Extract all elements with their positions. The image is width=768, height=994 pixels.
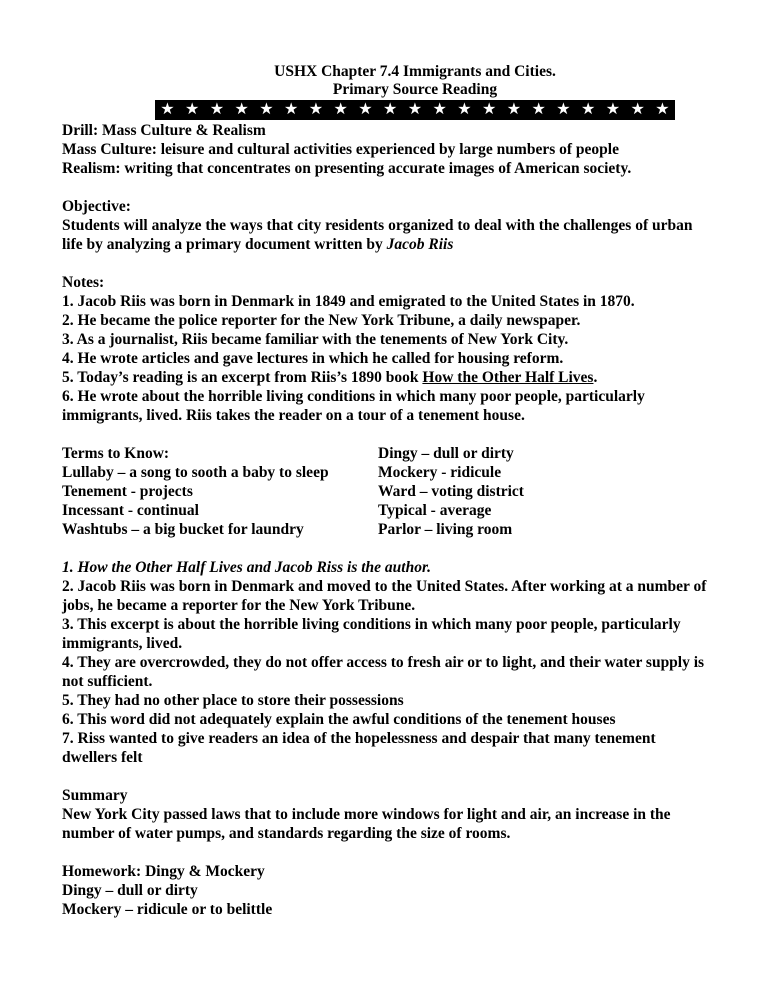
term-item: Washtubs – a big bucket for laundry — [62, 521, 304, 538]
star-icon: ★ — [259, 101, 274, 118]
star-icon: ★ — [432, 101, 447, 118]
notes-item-6: 6. He wrote about the horrible living conditions in which many poor people, particularly immigrants, lived. Riis takes the reader on a tour of a tenement house. — [62, 388, 645, 424]
term-item: Incessant - continual — [62, 502, 199, 519]
book-title: How the Other Half Lives — [422, 369, 594, 386]
star-icon: ★ — [580, 101, 596, 118]
term-item: Lullaby – a song to sooth a baby to sleep — [62, 464, 329, 481]
star-icon: ★ — [333, 101, 348, 118]
star-icon: ★ — [481, 101, 497, 118]
homework-line-dingy: Dingy – dull or dirty — [62, 882, 198, 899]
star-icon: ★ — [283, 101, 299, 118]
term-item: Tenement - projects — [62, 483, 193, 500]
notes-item-2: 2. He became the police reporter for the New York Tribune, a daily newspaper. — [62, 312, 581, 329]
notes-heading: Notes: — [62, 274, 105, 291]
drill-heading: Drill: Mass Culture & Realism — [62, 122, 266, 139]
answer-item-1: 1. How the Other Half Lives and Jacob Riss is the author. — [62, 559, 432, 576]
term-item: Mockery - ridicule — [378, 464, 502, 481]
answer-item-4: 4. They are overcrowded, they do not offer access to fresh air or to light, and their water supply is not sufficient. — [62, 654, 705, 690]
star-icon: ★ — [382, 101, 398, 118]
answer-item-5: 5. They had no other place to store their possessions — [62, 692, 404, 709]
drill-definition-mass-culture: Mass Culture: leisure and cultural activities experienced by large numbers of people — [62, 141, 619, 158]
term-item: Typical - average — [378, 502, 492, 519]
term-item: Dingy – dull or dirty — [378, 445, 514, 462]
notes-item-5: 5. Today’s reading is an excerpt from Riis’s 1890 book How the Other Half Lives. — [62, 369, 598, 386]
title-block — [122, 0, 708, 99]
objective-text: Students will analyze the ways that city residents organized to deal with the challenges of urban life by analyzing a primary document written by Jacob Riis — [62, 217, 693, 253]
star-icon: ★ — [234, 101, 249, 118]
star-icon: ★ — [655, 101, 670, 118]
notes-item-3: 3. As a journalist, Riis became familiar with the tenements of New York City. — [62, 331, 569, 348]
homework-heading: Homework: Dingy & Mockery — [62, 863, 265, 880]
star-divider-bar — [155, 100, 675, 120]
document-body — [62, 121, 708, 919]
term-item: Ward – voting district — [378, 483, 524, 500]
homework-line-mockery: Mockery – ridicule or to belittle — [62, 901, 273, 918]
star-icon: ★ — [160, 101, 175, 118]
document-subtitle: Primary Source Reading — [332, 81, 498, 98]
answer-item-3: 3. This excerpt is about the horrible living conditions in which many poor people, particularly immigrants, lived. — [62, 616, 681, 652]
terms-right-column — [378, 444, 678, 539]
star-icon: ★ — [630, 101, 645, 118]
star-icon: ★ — [605, 101, 621, 118]
answer-item-2: 2. Jacob Riis was born in Denmark and moved to the United States. After working at a number of jobs, he became a reporter for the New York Tribune. — [62, 578, 707, 614]
answer-item-6: 6. This word did not adequately explain the awful conditions of the tenement houses — [62, 711, 616, 728]
star-icon: ★ — [556, 101, 571, 118]
answer-item-7: 7. Riss wanted to give readers an idea of the hopelessness and despair that many tenement dwellers felt — [62, 730, 656, 766]
objective-heading: Objective: — [62, 198, 131, 215]
terms-to-know — [62, 444, 708, 539]
star-icon: ★ — [531, 101, 546, 118]
star-icon: ★ — [358, 101, 373, 118]
star-icon: ★ — [209, 101, 225, 118]
terms-left-column — [62, 444, 378, 539]
terms-heading: Terms to Know: — [62, 445, 170, 462]
notes-item-1: 1. Jacob Riis was born in Denmark in 1849 and emigrated to the United States in 1870. — [62, 293, 635, 310]
summary-text: New York City passed laws that to include more windows for light and air, an increase in the number of water pumps, and standards regarding the size of rooms. — [62, 806, 671, 842]
star-icon: ★ — [308, 101, 324, 118]
star-icon: ★ — [407, 101, 423, 118]
star-icon: ★ — [506, 101, 522, 118]
star-icon: ★ — [457, 101, 472, 118]
objective-author: Jacob Riis — [386, 236, 454, 253]
star-icon: ★ — [184, 101, 200, 118]
document-title: USHX Chapter 7.4 Immigrants and Cities. — [274, 63, 556, 80]
notes-item-4: 4. He wrote articles and gave lectures in which he called for housing reform. — [62, 350, 564, 367]
summary-heading: Summary — [62, 787, 128, 804]
term-item: Parlor – living room — [378, 521, 513, 538]
drill-definition-realism: Realism: writing that concentrates on presenting accurate images of American society. — [62, 160, 632, 177]
